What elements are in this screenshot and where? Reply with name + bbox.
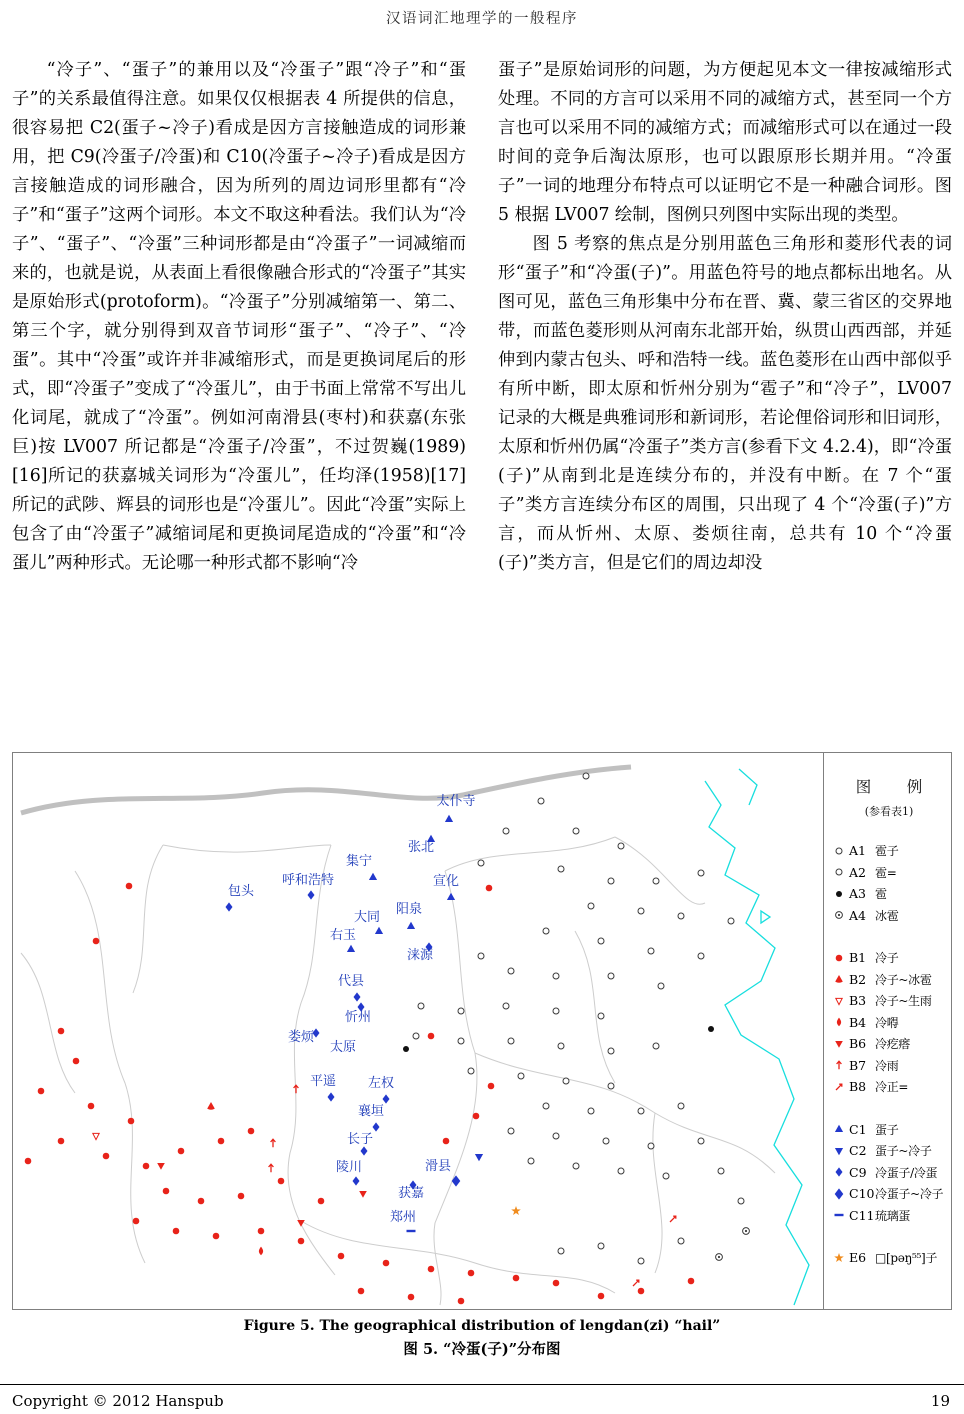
legend-symbol-red-tri-down-icon [831, 1036, 847, 1052]
map-marker-open-circle-icon [608, 973, 614, 979]
map-marker-open-circle-icon [538, 798, 544, 804]
legend-symbol-filled-circle-icon [831, 886, 847, 902]
map-marker-red-dot-icon [458, 1298, 465, 1305]
map-marker-blue-tri-up-icon [375, 927, 383, 934]
legend-code: A4 [849, 907, 866, 923]
map-place-label: 呼和浩特 [281, 873, 335, 888]
figure-caption-en: Figure 5. The geographical distribution of lengdan(zi) “hail” [243, 1318, 721, 1334]
map-marker-blue-diamond-big-icon [452, 1175, 461, 1186]
legend-label: 蛋子 [875, 1122, 899, 1137]
legend-code: C2 [849, 1143, 867, 1159]
map-marker-open-circle-icon [588, 903, 594, 909]
map-marker-open-circle-icon [528, 1158, 534, 1164]
map-marker-open-circle-icon [698, 870, 704, 876]
map-marker-red-dot-icon [178, 1148, 185, 1155]
map-marker-open-circle-icon [558, 1043, 564, 1049]
legend-group [831, 1119, 947, 1227]
legend-item-B1 [831, 947, 947, 969]
map-marker-blue-diamond-icon [353, 1176, 360, 1185]
legend-groups [831, 840, 947, 1269]
legend-label: 冷蛋子~冷子 [875, 1187, 944, 1202]
legend-code: B4 [849, 1014, 867, 1030]
map-marker-blue-tri-down-icon [475, 1154, 483, 1161]
map-marker-open-circle-icon [413, 1033, 419, 1039]
page-header-title: 汉语词汇地理学的一般程序 [386, 11, 578, 27]
map-place-label: 获嘉 [397, 1186, 425, 1201]
map-marker-red-dot-icon [103, 1153, 110, 1160]
map-place-label: 忻州 [344, 1010, 372, 1025]
legend-symbol-open-circle-icon [831, 864, 847, 880]
great-wall-line [21, 767, 631, 813]
legend-symbol-blue-diamond-big-icon [831, 1186, 847, 1202]
legend-symbol-red-arrow-up-icon [831, 1057, 847, 1073]
legend-group [831, 1247, 947, 1269]
map-marker-red-dot-icon [238, 1193, 245, 1200]
legend-symbol-blue-tri-down-icon [831, 1143, 847, 1159]
map-marker-open-circle-icon [648, 1143, 654, 1149]
legend-item-B7 [831, 1055, 947, 1077]
map-marker-open-circle-icon [558, 1248, 564, 1254]
coastline [705, 769, 809, 1305]
map-marker-open-circle-icon [653, 878, 659, 884]
legend-code: A2 [849, 864, 866, 880]
map-marker-open-circle-icon [608, 1048, 614, 1054]
legend-code: C11 [849, 1207, 875, 1223]
map-marker-open-circle-icon [663, 1173, 669, 1179]
map-marker-open-circle-icon [558, 866, 564, 872]
legend-item-B4 [831, 1012, 947, 1034]
map-marker-red-dot-icon [513, 1275, 520, 1282]
map-marker-red-dot-icon [126, 883, 133, 890]
map-marker-open-circle-icon [653, 1043, 659, 1049]
map-place-label: 长子 [346, 1132, 374, 1147]
map-marker-red-arrow-up-icon [269, 1164, 274, 1172]
footer-rule [0, 1384, 964, 1385]
map-marker-red-dot-icon [486, 885, 493, 892]
map-marker-red-tri-down-small-icon [93, 1133, 99, 1139]
map-marker-blue-diamond-icon [226, 902, 233, 911]
map-marker-red-tri-down-icon [157, 1163, 165, 1170]
legend-code: B3 [849, 993, 867, 1009]
map-marker-red-tri-down-icon [297, 1220, 305, 1227]
copyright-text: Copyright © 2012 Hanspub [12, 1392, 224, 1410]
map-place-label: 滑县 [424, 1159, 452, 1174]
map-marker-open-circle-icon [598, 1013, 604, 1019]
map-marker-red-dot-icon [143, 1163, 150, 1170]
map-marker-red-dot-icon [58, 1028, 65, 1035]
map-marker-open-circle-icon [698, 1138, 704, 1144]
map-marker-red-dot-icon [473, 1113, 480, 1120]
map-labels-layer [228, 793, 476, 1225]
map-marker-open-circle-icon [588, 1108, 594, 1114]
map-marker-red-dot-icon [408, 1294, 415, 1301]
map-marker-red-dot-icon [278, 1178, 285, 1185]
map-place-label: 襄垣 [357, 1104, 385, 1119]
legend-code: B7 [849, 1057, 867, 1073]
map-place-label: 集宁 [345, 854, 373, 869]
map-marker-red-dot-icon [25, 1158, 32, 1165]
legend-symbol-dotted-circle-icon [831, 907, 847, 923]
map-marker-red-dot-icon [58, 1138, 65, 1145]
legend-item-A1 [831, 840, 947, 862]
map-marker-blue-tri-up-icon [447, 893, 455, 900]
map-marker-red-dot-icon [338, 1253, 345, 1260]
map-place-label: 陵川 [335, 1160, 363, 1175]
body-paragraph: 图 5 考察的焦点是分别用蓝色三角形和菱形代表的词形“蛋子”和“冷蛋(子)”。用蓝色符号的地点都标出地名。从图可见，蓝色三角形集中分布在晋、冀、蒙三省区的交界地带，而蓝色菱形则从河南东北部开始，纵贯山西西部，并延伸到内蒙古包头、呼和浩特一线。蓝色菱形在山西中部似乎有所中断，即太原和忻州分别为“雹子”和“冷子”，LV007 记录的大概是典雅词形和新词形，若论俚俗词形和旧词形，太原和忻州仍属“冷蛋子”类方言(参看下文 4.2.4)，即“冷蛋(子)”从南到北是连续分布的，并没有中断。在 7 个“蛋子”类方言连续分布区的周围，只出现了 4 个“冷蛋(子)”方言，而从忻州、太原、娄烦往南，总共有 10 个“冷蛋(子)”类方言，但是它们的周边却没 [498, 234, 952, 573]
map-marker-red-dot-icon [218, 1138, 225, 1145]
map-marker-open-circle-icon [458, 1008, 464, 1014]
text-column-right [498, 56, 952, 578]
map-marker-red-dot-icon [383, 1260, 390, 1267]
map-marker-red-dot-icon [428, 1033, 435, 1040]
map-marker-red-dot-icon [38, 1088, 45, 1095]
map-marker-open-circle-icon [728, 918, 734, 924]
legend-item-E6 [831, 1247, 947, 1269]
map-marker-red-dot-icon [73, 1058, 80, 1065]
map-place-label: 大同 [353, 910, 381, 925]
map-marker-red-arrow-up-icon [271, 1139, 276, 1147]
map-marker-open-circle-icon [468, 1068, 474, 1074]
legend-label: 雹子 [875, 844, 899, 859]
map-place-label: 太原 [329, 1040, 357, 1055]
legend-symbol-blue-diamond-icon [831, 1164, 847, 1180]
map-marker-dotted-circle-icon [743, 1228, 750, 1235]
map-marker-red-dot-icon [213, 1233, 220, 1240]
legend-item-C9 [831, 1162, 947, 1184]
map-marker-blue-diamond-icon [361, 1146, 368, 1155]
text-column-left [12, 56, 466, 578]
map-marker-open-circle-icon [678, 1103, 684, 1109]
legend-code: A3 [849, 886, 866, 902]
map-marker-open-circle-icon [563, 1078, 569, 1084]
legend-symbol-red-arrow-ne-icon [831, 1079, 847, 1095]
map-marker-blue-tri-up-icon [347, 945, 355, 952]
map-marker-open-circle-icon [518, 1073, 524, 1079]
legend-item-B2 [831, 969, 947, 991]
map-marker-red-arrow-ne-icon [633, 1280, 639, 1286]
map-marker-red-dot-icon [488, 1083, 495, 1090]
legend-label: 冷蛋子/冷蛋 [875, 1165, 938, 1180]
map-legend [823, 753, 951, 1309]
legend-code: B6 [849, 1036, 867, 1052]
map-marker-open-circle-icon [508, 1038, 514, 1044]
map-marker-red-arrow-up-icon [294, 1085, 299, 1093]
map-marker-open-circle-icon [638, 1108, 644, 1114]
map-marker-red-dot-icon [598, 1293, 605, 1300]
map-marker-open-circle-icon [503, 1003, 509, 1009]
map-marker-open-circle-icon [553, 1008, 559, 1014]
map-place-label: 太仆寺 [436, 794, 476, 809]
map-marker-dotted-circle-icon [716, 1254, 723, 1261]
legend-code: E6 [849, 1250, 867, 1266]
map-marker-open-circle-icon [738, 1198, 744, 1204]
legend-code: B2 [849, 971, 867, 987]
legend-symbol-orange-star-icon [831, 1250, 847, 1266]
map-marker-open-circle-icon [553, 1133, 559, 1139]
legend-group [831, 840, 947, 926]
legend-code: C1 [849, 1121, 867, 1137]
map-marker-blue-diamond-icon [354, 992, 361, 1001]
map-marker-blue-diamond-icon [308, 890, 315, 899]
map-marker-open-circle-icon [678, 913, 684, 919]
map-marker-open-circle-icon [598, 938, 604, 944]
map-marker-open-circle-icon [598, 1243, 604, 1249]
map-marker-red-dot-icon [688, 1278, 695, 1285]
legend-label: 蛋子~冷子 [875, 1144, 932, 1159]
map-marker-red-dot-icon [248, 1128, 255, 1135]
legend-symbol-blue-tri-up-icon [831, 1121, 847, 1137]
map-marker-orange-star-icon [511, 1206, 521, 1215]
figure-caption-zh: 图 5. “冷蛋(子)”分布图 [403, 1341, 561, 1358]
map-marker-red-dot-icon [443, 1138, 450, 1145]
map-place-label: 右玉 [329, 928, 357, 943]
map-marker-open-circle-icon [638, 908, 644, 914]
map-place-label: 左权 [367, 1076, 395, 1091]
body-paragraph: “冷子”、“蛋子”的兼用以及“冷蛋子”跟“冷子”和“蛋子”的关系最值得注意。如果仅仅根据表 4 所提供的信息，很容易把 C2(蛋子~冷子)看成是因方言接触造成的词形兼用，把 C9(冷蛋子/冷蛋)和 C10(冷蛋子~冷子)看成是因方言接触造成的词形融合，因为所列的周边词形里都有“冷子”和“蛋子”这两个词形。本文不取这种看法。我们认为“冷子”、“蛋子”、“冷蛋”三种词形都是由“冷蛋子”一词减缩而来的，也就是说，从表面上看很像融合形式的“冷蛋子”其实是原始形式(protoform)。“冷蛋子”分别减缩第一、第二、第三个字，就分别得到双音节词形“蛋子”、“冷子”、“冷蛋”。其中“冷蛋”或许并非减缩形式，而是更换词尾后的形式，即“冷蛋子”变成了“冷蛋儿”，由于书面上常常不写出儿化词尾，就成了“冷蛋”。例如河南滑县(枣村)和获嘉(东张巨)按 LV007 所记都是“冷蛋子/冷蛋”，不过贺巍(1989)[16]所记的获嘉城关词形为“冷蛋儿”，任均泽(1958)[17]所记的武陟、辉县的词形也是“冷蛋儿”。因此“冷蛋”实际上包含了由“冷蛋子”减缩词尾和更换词尾造成的“冷蛋”和“冷蛋儿”两种形式。无论哪一种形式都不影响“冷 [12, 60, 466, 573]
legend-label: 冷雨 [875, 1058, 899, 1073]
map-marker-red-dot-icon [93, 938, 100, 945]
map-marker-red-dot-icon [318, 1198, 325, 1205]
map-marker-red-dot-icon [428, 1266, 435, 1273]
map-marker-red-dot-icon [258, 1228, 265, 1235]
map-marker-open-circle-icon [648, 948, 654, 954]
legend-item-B6 [831, 1033, 947, 1055]
map-marker-red-dot-icon [133, 1218, 140, 1225]
map-marker-red-dot-icon [163, 1188, 170, 1195]
map-place-label: 代县 [337, 974, 365, 989]
legend-code: A1 [849, 843, 866, 859]
legend-symbol-red-dot-icon [831, 950, 847, 966]
legend-subtitle: (参看表1) [864, 805, 914, 818]
legend-item-C11 [831, 1205, 947, 1227]
map-marker-red-tri-up-icon [207, 1102, 215, 1110]
legend-label: 冷正= [875, 1080, 909, 1095]
map-marker-open-circle-icon [503, 828, 509, 834]
legend-label: 冷子 [875, 951, 899, 966]
legend-label: 冰雹 [875, 908, 899, 923]
map-marker-red-dot-icon [358, 1288, 365, 1295]
figure-map [12, 752, 952, 1310]
map-marker-blue-tri-up-icon [369, 873, 377, 880]
map-marker-red-dot-icon [468, 1270, 475, 1277]
legend-item-C2 [831, 1140, 947, 1162]
legend-label: 冷嘚 [875, 1015, 899, 1030]
legend-code: C9 [849, 1164, 867, 1180]
legend-label: □[pəŋ⁵⁵]子 [875, 1251, 938, 1266]
map-marker-filled-circle-icon [403, 1046, 409, 1052]
legend-item-A4 [831, 905, 947, 927]
map-place-label: 涞源 [406, 948, 434, 963]
body-paragraph: 蛋子”是原始词形的问题，为方便起见本文一律按减缩形式处理。不同的方言可以采用不同的减缩方式，甚至同一个方言也可以采用不同的减缩方式；而减缩形式可以在通过一段时间的竞争后淘汰原形，也可以跟原形长期并用。“冷蛋子”一词的地理分布特点可以证明它不是一种融合词形。图 5 根据 LV007 绘制，图例只列图中实际出现的类型。 [498, 60, 952, 225]
map-marker-filled-circle-icon [708, 1026, 714, 1032]
map-marker-open-circle-icon [618, 843, 624, 849]
legend-item-C10 [831, 1183, 947, 1205]
legend-group [831, 947, 947, 1098]
legend-label: 冷子~生雨 [875, 994, 932, 1009]
map-marker-blue-diamond-icon [383, 1094, 390, 1103]
map-marker-open-circle-icon [543, 1103, 549, 1109]
map-marker-open-circle-icon [508, 1128, 514, 1134]
map-marker-open-circle-icon [573, 828, 579, 834]
map-marker-red-dot-icon [128, 1118, 135, 1125]
legend-label: 冷疙瘩 [875, 1037, 911, 1052]
map-marker-open-circle-icon [478, 953, 484, 959]
legend-label: 冷子~冰雹 [875, 972, 932, 987]
map-place-label: 阳泉 [395, 902, 423, 917]
page-footer [12, 1392, 950, 1410]
legend-code: C10 [849, 1186, 875, 1202]
map-marker-open-circle-icon [608, 878, 614, 884]
map-marker-open-circle-icon [718, 1168, 724, 1174]
map-marker-red-dot-icon [88, 1103, 95, 1110]
map-marker-red-tri-down-icon [359, 1191, 367, 1198]
map-marker-open-circle-icon [573, 1163, 579, 1169]
map-marker-open-circle-icon [698, 953, 704, 959]
map-place-label: 包头 [227, 884, 255, 899]
map-marker-open-circle-icon [458, 1038, 464, 1044]
map-place-label: 郑州 [389, 1210, 417, 1225]
map-marker-red-dot-icon [173, 1228, 180, 1235]
map-marker-open-circle-icon [508, 968, 514, 974]
map-marker-open-circle-icon [618, 1168, 624, 1174]
map-place-label: 宣化 [432, 874, 460, 889]
map-marker-open-circle-icon [608, 1083, 614, 1089]
legend-item-B8 [831, 1076, 947, 1098]
legend-item-B3 [831, 990, 947, 1012]
map-marker-red-dot-icon [298, 1238, 305, 1245]
legend-symbol-red-tri-up-icon [831, 971, 847, 987]
map-marker-open-circle-icon [678, 1238, 684, 1244]
map-marker-open-circle-icon [478, 860, 484, 866]
page-number: 19 [930, 1392, 950, 1410]
map-marker-blue-diamond-icon [328, 1092, 335, 1101]
map-place-label: 张北 [407, 840, 435, 855]
legend-symbol-red-drop-icon [831, 1014, 847, 1030]
legend-item-A2 [831, 862, 947, 884]
map-marker-open-circle-icon [658, 983, 664, 989]
map-marker-blue-tri-up-icon [445, 815, 453, 822]
map-marker-blue-diamond-icon [373, 1122, 380, 1131]
map-marker-red-drop-icon [259, 1247, 263, 1256]
map-place-label: 平遥 [309, 1074, 337, 1089]
legend-item-A3 [831, 883, 947, 905]
map-canvas [13, 753, 821, 1307]
map-marker-open-circle-icon [603, 1138, 609, 1144]
legend-symbol-open-circle-icon [831, 843, 847, 859]
map-marker-red-dot-icon [638, 1288, 645, 1295]
legend-item-C1 [831, 1119, 947, 1141]
legend-title: 图 例 [855, 778, 933, 796]
legend-code: B8 [849, 1079, 867, 1095]
map-marker-open-circle-icon [543, 928, 549, 934]
map-marker-open-circle-icon [553, 973, 559, 979]
legend-symbol-red-tri-down-small-icon [831, 993, 847, 1009]
map-marker-red-arrow-ne-icon [670, 1216, 676, 1222]
legend-symbol-blue-dash-icon [831, 1207, 847, 1223]
legend-label: 雹 [875, 887, 887, 902]
map-marker-open-circle-icon [638, 1258, 644, 1264]
map-marker-blue-tri-up-icon [407, 922, 415, 929]
map-marker-red-dot-icon [198, 1198, 205, 1205]
map-place-label: 娄烦 [287, 1030, 315, 1045]
legend-label: 琉璃蛋 [875, 1208, 911, 1223]
map-marker-red-dot-icon [553, 1280, 560, 1287]
legend-code: B1 [849, 950, 867, 966]
legend-label: 雹= [875, 865, 897, 880]
map-marker-open-circle-icon [418, 1003, 424, 1009]
map-marker-open-circle-icon [583, 773, 589, 779]
